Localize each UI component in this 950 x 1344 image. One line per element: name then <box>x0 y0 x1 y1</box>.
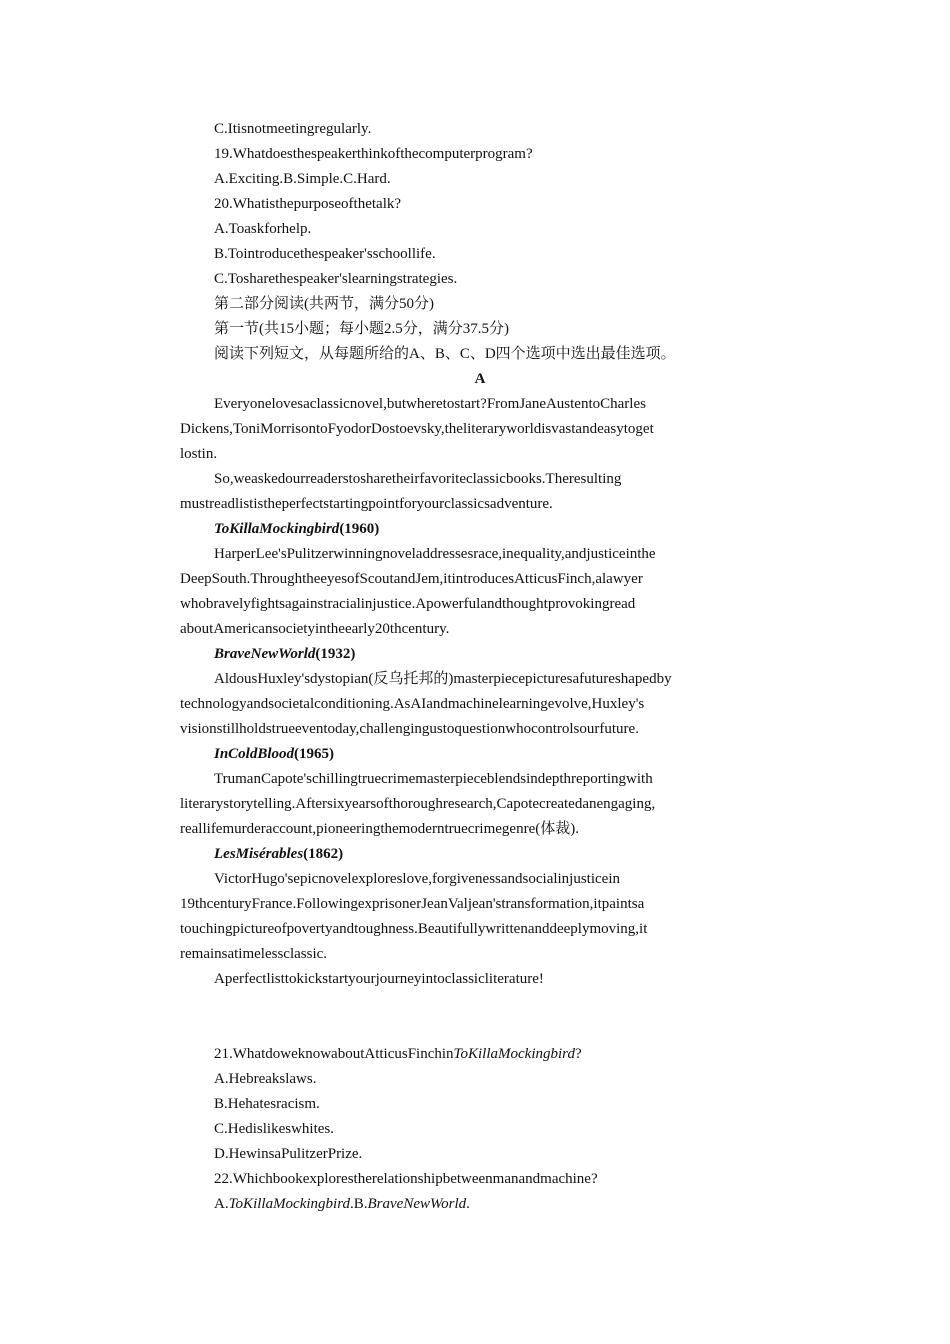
q21-option-d: D.HewinsaPulitzerPrize. <box>214 1146 363 1162</box>
book-text-line: remainsatimelessclassic. <box>180 946 328 962</box>
book-text-line: reallifemurderaccount,pioneeringthemoderntruecrimegenre(体裁). <box>180 821 579 837</box>
book-title: InColdBlood <box>214 746 295 762</box>
intro-line-3: lostin. <box>180 446 218 462</box>
book-text-line: touchingpictureofpovertyandtoughness.Beautifullywrittenanddeeplymoving,it <box>180 921 648 937</box>
q20-option-b: B.Tointroducethespeaker'sschoollife. <box>214 246 436 262</box>
book-text-line: HarperLee'sPulitzerwinningnoveladdressesrace,inequality,andjusticeinthe <box>214 546 656 562</box>
q19-stem: 19.Whatdoesthespeakerthinkofthecomputerprogram? <box>214 146 533 162</box>
passage-label: A <box>474 371 486 387</box>
q20-stem: 20.Whatisthepurposeofthetalk? <box>214 196 402 212</box>
book-text-line: visionstillholdstrueeventoday,challengingustoquestionwhocontrolsourfuture. <box>180 721 639 737</box>
book-title: BraveNewWorld <box>214 646 316 662</box>
intro-line-1: Everyonelovesaclassicnovel,butwheretostart?FromJaneAustentoCharles <box>214 396 646 412</box>
q21-option-c: C.Hedislikeswhites. <box>214 1121 334 1137</box>
instruction-text: 阅读下列短文，从每题所给的A、B、C、D四个选项中选出最佳选项。 <box>214 346 676 362</box>
q21-book-title: ToKillaMockingbird <box>453 1046 575 1062</box>
q22-b-prefix: .B. <box>350 1196 368 1212</box>
book-heading <box>180 517 780 542</box>
intro-line-2: Dickens,ToniMorrisontoFyodorDostoevsky,theliteraryworldisvastandeasytoget <box>180 421 654 437</box>
book-text-line: whobravelyfightsagainstracialinjustice.Apowerfulandthoughtprovokingread <box>180 596 636 612</box>
book-year: (1932) <box>315 646 356 662</box>
book-year: (1960) <box>339 521 380 537</box>
spacer <box>180 992 780 1042</box>
q22-stem: 22.Whichbookexplorestherelationshipbetweenmanandmachine? <box>214 1171 598 1187</box>
book-heading <box>180 842 780 867</box>
q22-b-title: BraveNewWorld <box>367 1196 467 1212</box>
book-year: (1862) <box>303 846 344 862</box>
part2-heading: 第二部分阅读(共两节，满分50分) <box>214 296 434 312</box>
book-text-line: VictorHugo'sepicnovelexploreslove,forgivenessandsocialinjusticein <box>214 871 621 887</box>
book-text-line: TrumanCapote'schillingtruecrimemasterpieceblendsindepthreportingwith <box>214 771 653 787</box>
intro-line-5: mustreadlististheperfectstartingpointforyourclassicsadventure. <box>180 496 553 512</box>
q22-b-end: . <box>466 1196 470 1212</box>
section1-heading: 第一节(共15小题；每小题2.5分，满分37.5分) <box>214 321 509 337</box>
book-text-line: 19thcenturyFrance.FollowingexprisonerJeanValjean'stransformation,itpaintsa <box>180 896 645 912</box>
q22-options <box>180 1192 780 1217</box>
q22-a-title: ToKillaMockingbird <box>228 1196 350 1212</box>
q21-option-a: A.Hebreakslaws. <box>214 1071 317 1087</box>
q21-stem <box>180 1042 780 1067</box>
q22-a-prefix: A. <box>214 1196 229 1212</box>
q21-option-b: B.Hehatesracism. <box>214 1096 320 1112</box>
book-title: LesMisérables <box>214 846 304 862</box>
q20-option-a: A.Toaskforhelp. <box>214 221 312 237</box>
document-page <box>180 117 780 1217</box>
book-text-line: AldousHuxley'sdystopian(反乌托邦的)masterpiecepicturesafutureshapedby <box>214 671 672 687</box>
q18-option-c: C.Itisnotmeetingregularly. <box>214 121 372 137</box>
closing-line: Aperfectlisttokickstartyourjourneyintoclassicliterature! <box>214 971 544 987</box>
book-text-line: technologyandsocietalconditioning.AsAIandmachinelearningevolve,Huxley's <box>180 696 645 712</box>
q21-stem-text: 21.WhatdoweknowaboutAtticusFinchin <box>214 1046 454 1062</box>
book-heading <box>180 642 780 667</box>
book-heading <box>180 742 780 767</box>
book-text-line: literarystorytelling.Aftersixyearsofthoroughresearch,Capotecreatedanengaging, <box>180 796 656 812</box>
book-text-line: aboutAmericansocietyintheearly20thcentury. <box>180 621 450 637</box>
book-year: (1965) <box>294 746 335 762</box>
q20-option-c: C.Tosharethespeaker'slearningstrategies. <box>214 271 458 287</box>
q19-options: A.Exciting.B.Simple.C.Hard. <box>214 171 391 187</box>
book-title: ToKillaMockingbird <box>214 521 340 537</box>
q21-stem-end: ? <box>574 1046 582 1062</box>
intro-line-4: So,weaskedourreaderstosharetheirfavoriteclassicbooks.Theresulting <box>214 471 622 487</box>
book-text-line: DeepSouth.ThroughtheeyesofScoutandJem,itintroducesAtticusFinch,alawyer <box>180 571 643 587</box>
